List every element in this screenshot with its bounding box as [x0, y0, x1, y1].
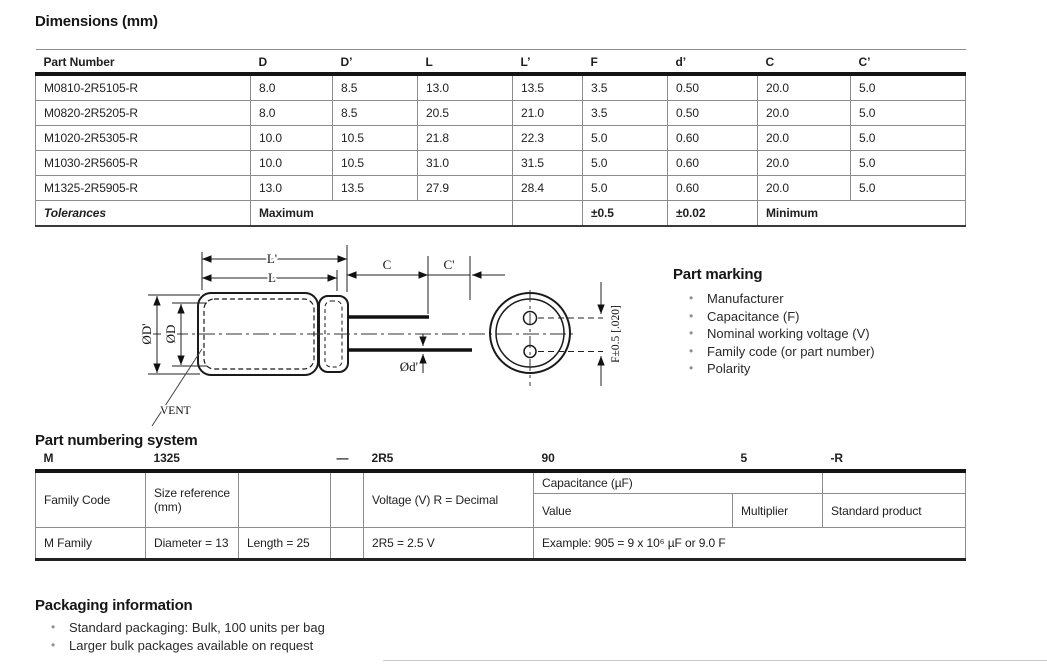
- list-item: • Larger bulk packages available on request: [35, 637, 535, 655]
- capacitor-drawing: [0, 230, 680, 442]
- code-segment: —: [331, 448, 364, 471]
- table-cell: 10.0: [251, 126, 333, 151]
- table-cell: 5.0: [851, 126, 966, 151]
- table-cell: 20.5: [418, 101, 513, 126]
- code-segment: 5: [733, 448, 823, 471]
- table-cell: M1030-2R5605-R: [36, 151, 251, 176]
- table-cell: 0.60: [668, 151, 758, 176]
- empty-cell: [331, 471, 364, 528]
- code-segment: 1325: [146, 448, 239, 471]
- table-cell: 0.60: [668, 176, 758, 201]
- table-cell: 22.3: [513, 126, 583, 151]
- family-code-cell: Family Code: [36, 471, 146, 528]
- dimension-label-od-prime: ØD': [139, 323, 154, 345]
- dimension-label-f: F±0.5 [.020]: [610, 305, 622, 363]
- table-cell: 20.0: [758, 101, 851, 126]
- table-cell: M0810-2R5105-R: [36, 74, 251, 101]
- dimensions-table-body: [36, 74, 966, 201]
- vent-label: VENT: [160, 405, 191, 417]
- part-marking-section: [673, 266, 993, 378]
- table-row: [36, 126, 966, 151]
- code-segment: 2R5: [364, 448, 534, 471]
- part-number-code-row: [36, 448, 966, 471]
- tolerances-label: Tolerances: [36, 201, 251, 227]
- size-reference-cell: Size reference (mm): [146, 471, 239, 528]
- part-numbering-table: [35, 448, 966, 561]
- length-cell: Length = 25: [239, 528, 331, 560]
- m-family-cell: M Family: [36, 528, 146, 560]
- table-cell: 10.5: [333, 151, 418, 176]
- table-row: [36, 151, 966, 176]
- dimension-label-c: C: [382, 257, 392, 272]
- table-row: [36, 101, 966, 126]
- table-cell: M0820-2R5205-R: [36, 101, 251, 126]
- column-header: d’: [668, 50, 758, 75]
- table-cell: M1020-2R5305-R: [36, 126, 251, 151]
- table-cell: 5.0: [851, 74, 966, 101]
- table-cell: 5.0: [583, 126, 668, 151]
- table-cell: 5.0: [851, 176, 966, 201]
- voltage-example-cell: 2R5 = 2.5 V: [364, 528, 534, 560]
- dimension-label-c-prime: C': [443, 257, 455, 272]
- tolerances-empty: [513, 201, 583, 227]
- empty-cell: [331, 528, 364, 560]
- column-header: C’: [851, 50, 966, 75]
- list-item: • Capacitance (F): [673, 308, 993, 326]
- code-segment: M: [36, 448, 146, 471]
- capacitor-end-view: [490, 290, 570, 386]
- column-header: F: [583, 50, 668, 75]
- tolerances-f: ±0.5: [583, 201, 668, 227]
- list-item: • Nominal working voltage (V): [673, 325, 993, 343]
- capacitance-example-cell: Example: 905 = 9 x 10⁶ µF or 9.0 F: [534, 528, 966, 560]
- code-segment: 90: [534, 448, 733, 471]
- table-cell: 13.5: [513, 74, 583, 101]
- table-cell: 5.0: [851, 151, 966, 176]
- empty-cell: [239, 471, 331, 528]
- table-cell: 0.50: [668, 101, 758, 126]
- table-cell: 10.0: [251, 151, 333, 176]
- table-cell: 20.0: [758, 74, 851, 101]
- dimensions-header-row: [36, 50, 966, 75]
- table-row: [36, 471, 966, 494]
- standard-product-cell: Standard product: [823, 494, 966, 528]
- empty-cell: [823, 471, 966, 494]
- code-segment: -R: [823, 448, 966, 471]
- table-cell: 5.0: [583, 151, 668, 176]
- capacitance-cell: Capacitance (µF): [534, 471, 823, 494]
- table-cell: 8.5: [333, 74, 418, 101]
- table-cell: 13.0: [418, 74, 513, 101]
- packaging-heading: Packaging information: [35, 597, 193, 614]
- column-header: D’: [333, 50, 418, 75]
- packaging-section: [35, 597, 535, 654]
- column-header: D: [251, 50, 333, 75]
- column-header: L’: [513, 50, 583, 75]
- table-cell: 8.0: [251, 74, 333, 101]
- dimensions-heading: Dimensions (mm): [35, 13, 158, 30]
- table-cell: 3.5: [583, 74, 668, 101]
- part-marking-list: [673, 290, 993, 378]
- top-dimension-lines: [202, 245, 505, 314]
- table-cell: 21.0: [513, 101, 583, 126]
- column-header: L: [418, 50, 513, 75]
- dimension-label-od: ØD: [163, 324, 178, 344]
- table-cell: 21.8: [418, 126, 513, 151]
- table-cell: 5.0: [583, 176, 668, 201]
- page-bottom-rule: [383, 660, 1047, 661]
- diameter-cell: Diameter = 13: [146, 528, 239, 560]
- table-cell: 5.0: [851, 101, 966, 126]
- table-cell: 31.0: [418, 151, 513, 176]
- list-item: • Manufacturer: [673, 290, 993, 308]
- table-cell: 27.9: [418, 176, 513, 201]
- table-cell: 20.0: [758, 126, 851, 151]
- table-cell: 8.0: [251, 101, 333, 126]
- dimension-label-l: L: [268, 270, 276, 285]
- dimension-label-od-small: Ød': [399, 359, 418, 374]
- code-segment: [239, 448, 331, 471]
- tolerances-d: ±0.02: [668, 201, 758, 227]
- multiplier-cell: Multiplier: [733, 494, 823, 528]
- tolerances-maximum: Maximum: [251, 201, 513, 227]
- list-item: • Family code (or part number): [673, 343, 993, 361]
- list-item: • Polarity: [673, 360, 993, 378]
- tolerances-minimum: Minimum: [758, 201, 966, 227]
- column-header: Part Number: [36, 50, 251, 75]
- dimensions-table: [35, 49, 966, 227]
- table-cell: 0.50: [668, 74, 758, 101]
- part-marking-heading: Part marking: [673, 266, 763, 283]
- dimension-label-l-prime: L': [266, 251, 278, 266]
- table-cell: 8.5: [333, 101, 418, 126]
- table-cell: 13.5: [333, 176, 418, 201]
- table-cell: 13.0: [251, 176, 333, 201]
- voltage-cell: Voltage (V) R = Decimal: [364, 471, 534, 528]
- table-cell: 0.60: [668, 126, 758, 151]
- value-cell: Value: [534, 494, 733, 528]
- table-cell: M1325-2R5905-R: [36, 176, 251, 201]
- table-row: [36, 74, 966, 101]
- table-cell: 31.5: [513, 151, 583, 176]
- table-cell: 3.5: [583, 101, 668, 126]
- tolerances-row: [36, 201, 966, 227]
- column-header: C: [758, 50, 851, 75]
- table-cell: 20.0: [758, 176, 851, 201]
- table-row: [36, 528, 966, 560]
- table-row: [36, 176, 966, 201]
- table-cell: 10.5: [333, 126, 418, 151]
- packaging-list: [35, 619, 535, 654]
- part-numbering-heading: Part numbering system: [35, 432, 198, 449]
- table-cell: 20.0: [758, 151, 851, 176]
- table-cell: 28.4: [513, 176, 583, 201]
- list-item: • Standard packaging: Bulk, 100 units per bag: [35, 619, 535, 637]
